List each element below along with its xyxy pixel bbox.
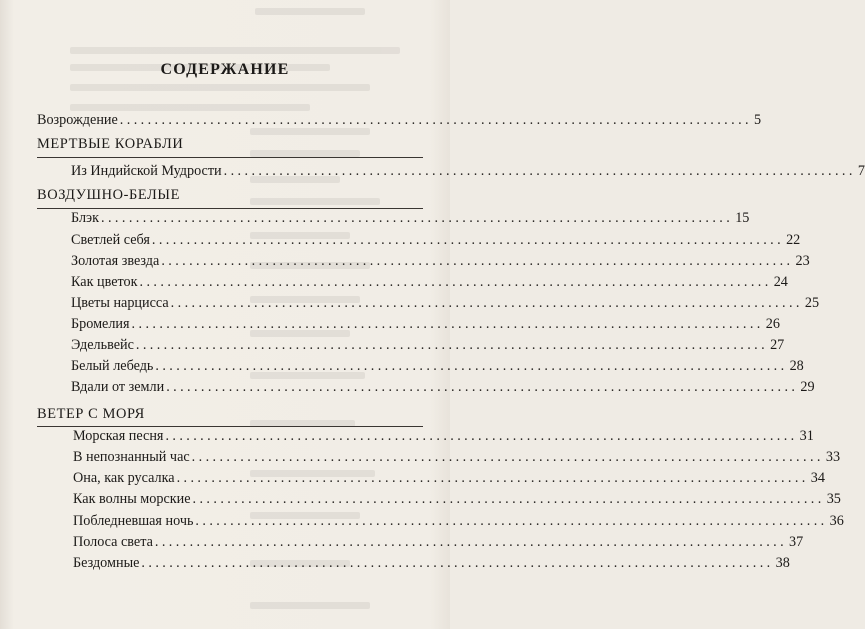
toc-entry-title: Полоса света: [73, 534, 153, 550]
toc-entry: [73, 428, 814, 445]
toc-entry-page: 29: [800, 379, 815, 395]
section-heading: ВОЗДУШНО-БЕЛЫЕ: [37, 187, 180, 203]
dot-leader: ...........................................................................................: [161, 253, 794, 269]
dot-leader: ...........................................................................................: [166, 379, 799, 395]
toc-entry-page: 7: [857, 163, 865, 179]
dot-leader: ...........................................................................................: [223, 163, 856, 179]
toc-entry-title: Вдали от земли: [71, 379, 165, 395]
toc-entry-title: Она, как русалка: [73, 470, 175, 486]
dot-leader: ...........................................................................................: [191, 449, 824, 465]
toc-entry: [73, 513, 844, 530]
toc-entry-page: 31: [799, 428, 814, 444]
toc-entry-title: Эдельвейс: [71, 337, 134, 353]
toc-entry: [73, 449, 841, 466]
toc-entry: [71, 163, 865, 180]
section-divider: [37, 208, 423, 209]
toc-entry-title: Блэк: [71, 210, 100, 226]
toc-entry-page: 28: [789, 358, 804, 374]
dot-leader: ...........................................................................................: [165, 428, 798, 444]
toc-entry-title: Как волны морские: [73, 491, 191, 507]
toc-entry-page: 24: [773, 274, 788, 290]
toc-entry-title: Как цветок: [71, 274, 138, 290]
toc-entry-page: 25: [804, 295, 820, 311]
toc-entry-page: 35: [826, 491, 841, 507]
toc-entry: [73, 491, 841, 508]
section-divider: [37, 426, 423, 427]
toc-entry-title: Светлей себя: [71, 232, 150, 248]
dot-leader: ...........................................................................................: [154, 534, 788, 550]
dot-leader: ...........................................................................................: [101, 210, 734, 226]
toc-entry-page: 37: [789, 534, 804, 550]
toc-entry: [71, 337, 785, 354]
toc-entry: [73, 555, 790, 572]
toc-entry-title: Морская песня: [73, 428, 164, 444]
toc-entry-title: Возрождение: [37, 112, 118, 128]
toc-entry-page: 34: [810, 470, 825, 486]
toc-entry-page: 27: [770, 337, 785, 353]
toc-entry-page: 38: [775, 555, 790, 571]
dot-leader: ...........................................................................................: [131, 316, 764, 332]
toc-entry-page: 22: [786, 232, 801, 248]
page-title: СОДЕРЖАНИЕ: [160, 61, 290, 78]
dot-leader: ...........................................................................................: [195, 513, 828, 529]
dot-leader: ...........................................................................................: [192, 491, 825, 507]
dot-leader: ...........................................................................................: [119, 112, 752, 128]
toc-entry-title: Побледневшая ночь: [73, 513, 194, 529]
dot-leader: ...........................................................................................: [176, 470, 809, 486]
toc-entry: [37, 112, 762, 129]
toc-entry: [71, 253, 810, 270]
section-divider: [37, 157, 423, 158]
dot-leader: ...........................................................................................: [141, 555, 774, 571]
toc-entry: [73, 470, 825, 487]
section-heading: МЕРТВЫЕ КОРАБЛИ: [37, 136, 184, 152]
toc-entry: [71, 274, 788, 291]
toc-entry: [73, 534, 804, 551]
toc-entry-title: Золотая звезда: [71, 253, 160, 269]
toc-entry: [71, 232, 801, 249]
toc-entry-page: 23: [795, 253, 810, 269]
dot-leader: ...........................................................................................: [139, 274, 772, 290]
toc-entry-title: Цветы нарцисса: [71, 295, 169, 311]
toc-entry-title: Из Индийской Мудрости: [71, 163, 222, 179]
dot-leader: ...........................................................................................: [135, 337, 769, 353]
dot-leader: ...........................................................................................: [170, 295, 803, 311]
dot-leader: ...........................................................................................: [155, 358, 788, 374]
toc-entry: [71, 295, 820, 312]
section-heading: ВЕТЕР С МОРЯ: [37, 406, 145, 422]
toc-entry: [71, 210, 750, 227]
toc-entry: [71, 358, 804, 375]
toc-entry-title: Бромелия: [71, 316, 130, 332]
toc-entry-page: 26: [765, 316, 780, 332]
toc-entry-page: 33: [825, 449, 841, 465]
toc-entry: [71, 379, 815, 396]
toc-entry-title: В непознанный час: [73, 449, 190, 465]
toc-entry-page: 36: [829, 513, 844, 529]
dot-leader: ...........................................................................................: [151, 232, 785, 248]
toc-entry-page: 5: [753, 112, 762, 128]
toc-entry: [71, 316, 780, 333]
toc-entry-page: 15: [735, 210, 750, 226]
toc-entry-title: Белый лебедь: [71, 358, 154, 374]
toc-entry-title: Бездомные: [73, 555, 140, 571]
